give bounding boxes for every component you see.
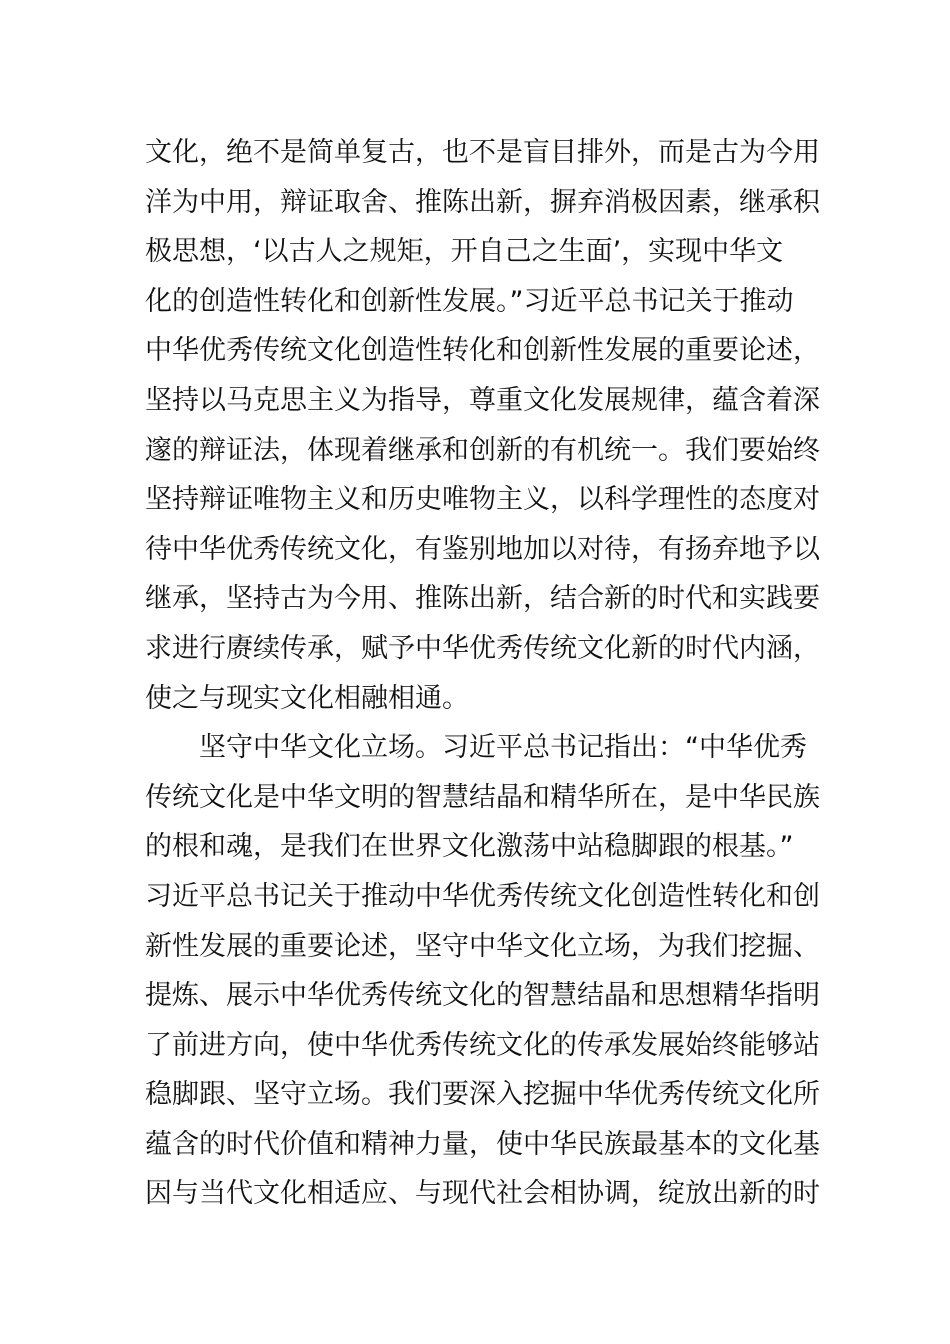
text-line: 极思想，‘以古人之规矩，开自己之生面’，实现中华文 [145, 236, 784, 268]
text-line: 坚持辩证唯物主义和历史唯物主义，以科学理性的态度对 [145, 484, 820, 516]
text-line: 稳脚跟、坚守立场。我们要深入挖掘中华优秀传统文化所 [145, 1079, 820, 1111]
text-line: 中华优秀传统文化创造性转化和创新性发展的重要论述， [145, 335, 820, 367]
body-text [145, 128, 820, 1219]
paragraph-start-line: 坚守中华文化立场。习近平总书记指出：“中华优秀 [199, 732, 807, 764]
text-line: 提炼、展示中华优秀传统文化的智慧结晶和思想精华指明 [145, 980, 820, 1012]
text-line: 新性发展的重要论述，坚守中华文化立场，为我们挖掘、 [145, 930, 820, 962]
text-line: 使之与现实文化相融相通。 [145, 682, 469, 714]
text-line: 了前进方向，使中华优秀传统文化的传承发展始终能够站 [145, 1029, 820, 1061]
text-line: 洋为中用，辩证取舍、推陈出新，摒弃消极因素，继承积 [145, 186, 820, 218]
text-line: 习近平总书记关于推动中华优秀传统文化创造性转化和创 [145, 880, 820, 912]
text-line: 传统文化是中华文明的智慧结晶和精华所在，是中华民族 [145, 781, 820, 813]
text-line: 求进行赓续传承，赋予中华优秀传统文化新的时代内涵， [145, 632, 820, 664]
text-line: 待中华优秀传统文化，有鉴别地加以对待，有扬弃地予以 [145, 533, 820, 565]
text-line: 文化，绝不是简单复古，也不是盲目排外，而是古为今用 [145, 137, 820, 168]
text-line: 的根和魂，是我们在世界文化激荡中站稳脚跟的根基。” [145, 831, 794, 863]
text-line: 坚持以马克思主义为指导，尊重文化发展规律，蕴含着深 [145, 384, 820, 416]
text-line: 化的创造性转化和创新性发展。”习近平总书记关于推动 [145, 285, 794, 317]
text-line: 邃的辩证法，体现着继承和创新的有机统一。我们要始终 [145, 434, 820, 466]
text-line: 因与当代文化相适应、与现代社会相协调，绽放出新的时 [145, 1178, 820, 1210]
text-line: 继承，坚持古为今用、推陈出新，结合新的时代和实践要 [145, 583, 820, 615]
text-line: 蕴含的时代价值和精神力量，使中华民族最基本的文化基 [145, 1128, 820, 1160]
